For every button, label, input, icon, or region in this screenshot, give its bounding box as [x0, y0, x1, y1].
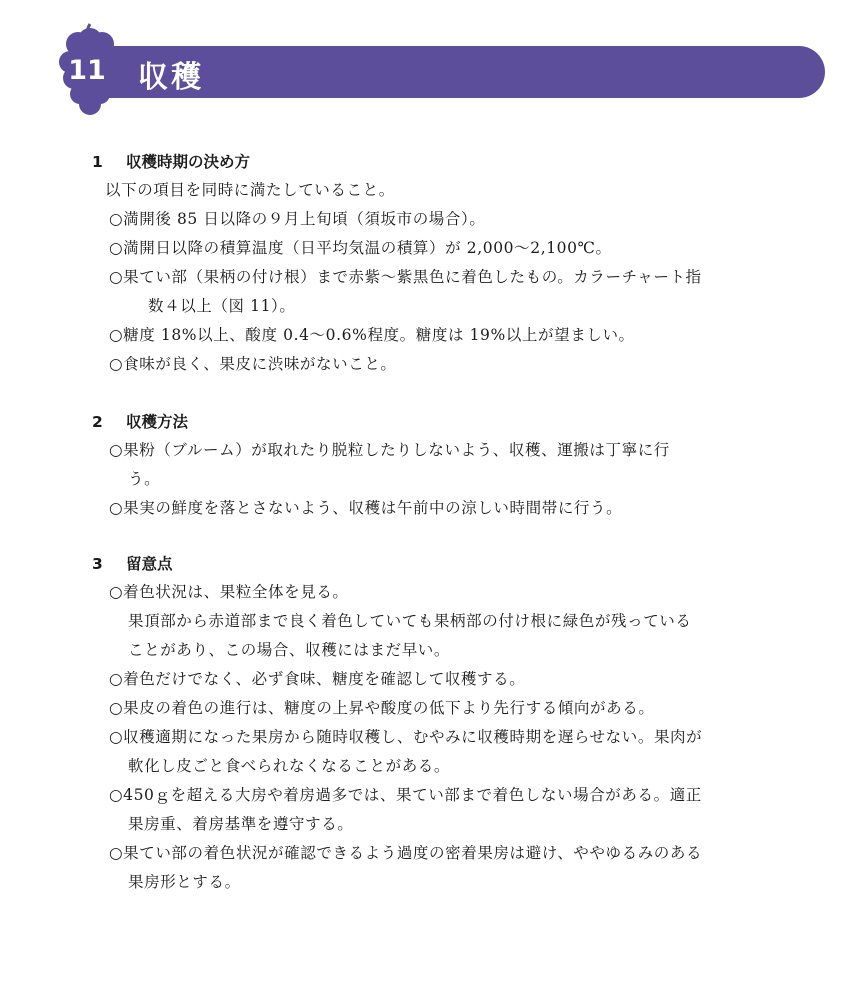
- section-number: 2: [92, 413, 103, 431]
- section-harvest-timing: [92, 148, 812, 379]
- list-item-continuation: 果房形とする。: [128, 873, 241, 891]
- section-intro: 以下の項目を同時に満たしていること。: [105, 181, 395, 199]
- list-item: ○果皮の着色の進行は、糖度の上昇や酸度の低下より先行する傾向がある。: [109, 699, 655, 717]
- section-number: 3: [92, 555, 103, 573]
- section-title: 留意点: [126, 555, 173, 573]
- list-item: ○着色だけでなく、必ず食味、糖度を確認して収穫する。: [109, 670, 526, 688]
- chapter-number: 11: [68, 55, 106, 86]
- list-item-continuation: ことがあり、この場合、収穫にはまだ早い。: [128, 641, 451, 659]
- list-item: ○果てい部の着色状況が確認できるよう過度の密着果房は避け、ややゆるみのある: [109, 844, 703, 862]
- list-item-continuation: 果房重、着房基準を遵守する。: [128, 815, 354, 833]
- section-harvest-method: [92, 408, 812, 523]
- section-notes: [92, 550, 812, 897]
- list-item: ○満開日以降の積算温度（日平均気温の積算）が 2,000～2,100℃。: [109, 239, 612, 257]
- list-item-continuation: 軟化し皮ごと食べられなくなることがある。: [128, 757, 451, 775]
- list-item-continuation: う。: [128, 470, 161, 488]
- list-item: ○果粉（ブルーム）が取れたり脱粒したりしないよう、収穫、運搬は丁寧に行: [109, 441, 670, 459]
- chapter-banner: [90, 46, 825, 98]
- list-item: ○満開後 85 日以降の９月上旬頃（須坂市の場合）。: [109, 210, 486, 228]
- list-item: ○着色状況は、果粒全体を見る。: [109, 583, 349, 601]
- list-item: ○450ｇを超える大房や着房過多では、果てい部まで着色しない場合がある。適正: [109, 786, 702, 804]
- section-heading: [92, 550, 812, 578]
- section-number: 1: [92, 153, 103, 171]
- list-item-continuation: 果頂部から赤道部まで良く着色していても果柄部の付け根に緑色が残っている: [128, 612, 692, 630]
- list-item: ○食味が良く、果皮に渋味がないこと。: [109, 355, 397, 373]
- chapter-title: 収穫: [138, 60, 204, 95]
- section-title: 収穫時期の決め方: [126, 153, 251, 171]
- list-item: ○果実の鮮度を落とさないよう、収穫は午前中の涼しい時間帯に行う。: [109, 499, 623, 517]
- list-item-continuation: 数４以上（図 11）。: [148, 297, 296, 315]
- list-item: ○収穫適期になった果房から随時収穫し、むやみに収穫時期を遅らせない。果肉が: [109, 728, 703, 746]
- section-heading: [92, 408, 812, 436]
- section-heading: [92, 148, 812, 176]
- section-title: 収穫方法: [126, 413, 189, 431]
- list-item: ○糖度 18%以上、酸度 0.4～0.6%程度。糖度は 19%以上が望ましい。: [109, 326, 635, 344]
- list-item: ○果てい部（果柄の付け根）まで赤紫～紫黒色に着色したもの。カラーチャート指: [109, 268, 702, 286]
